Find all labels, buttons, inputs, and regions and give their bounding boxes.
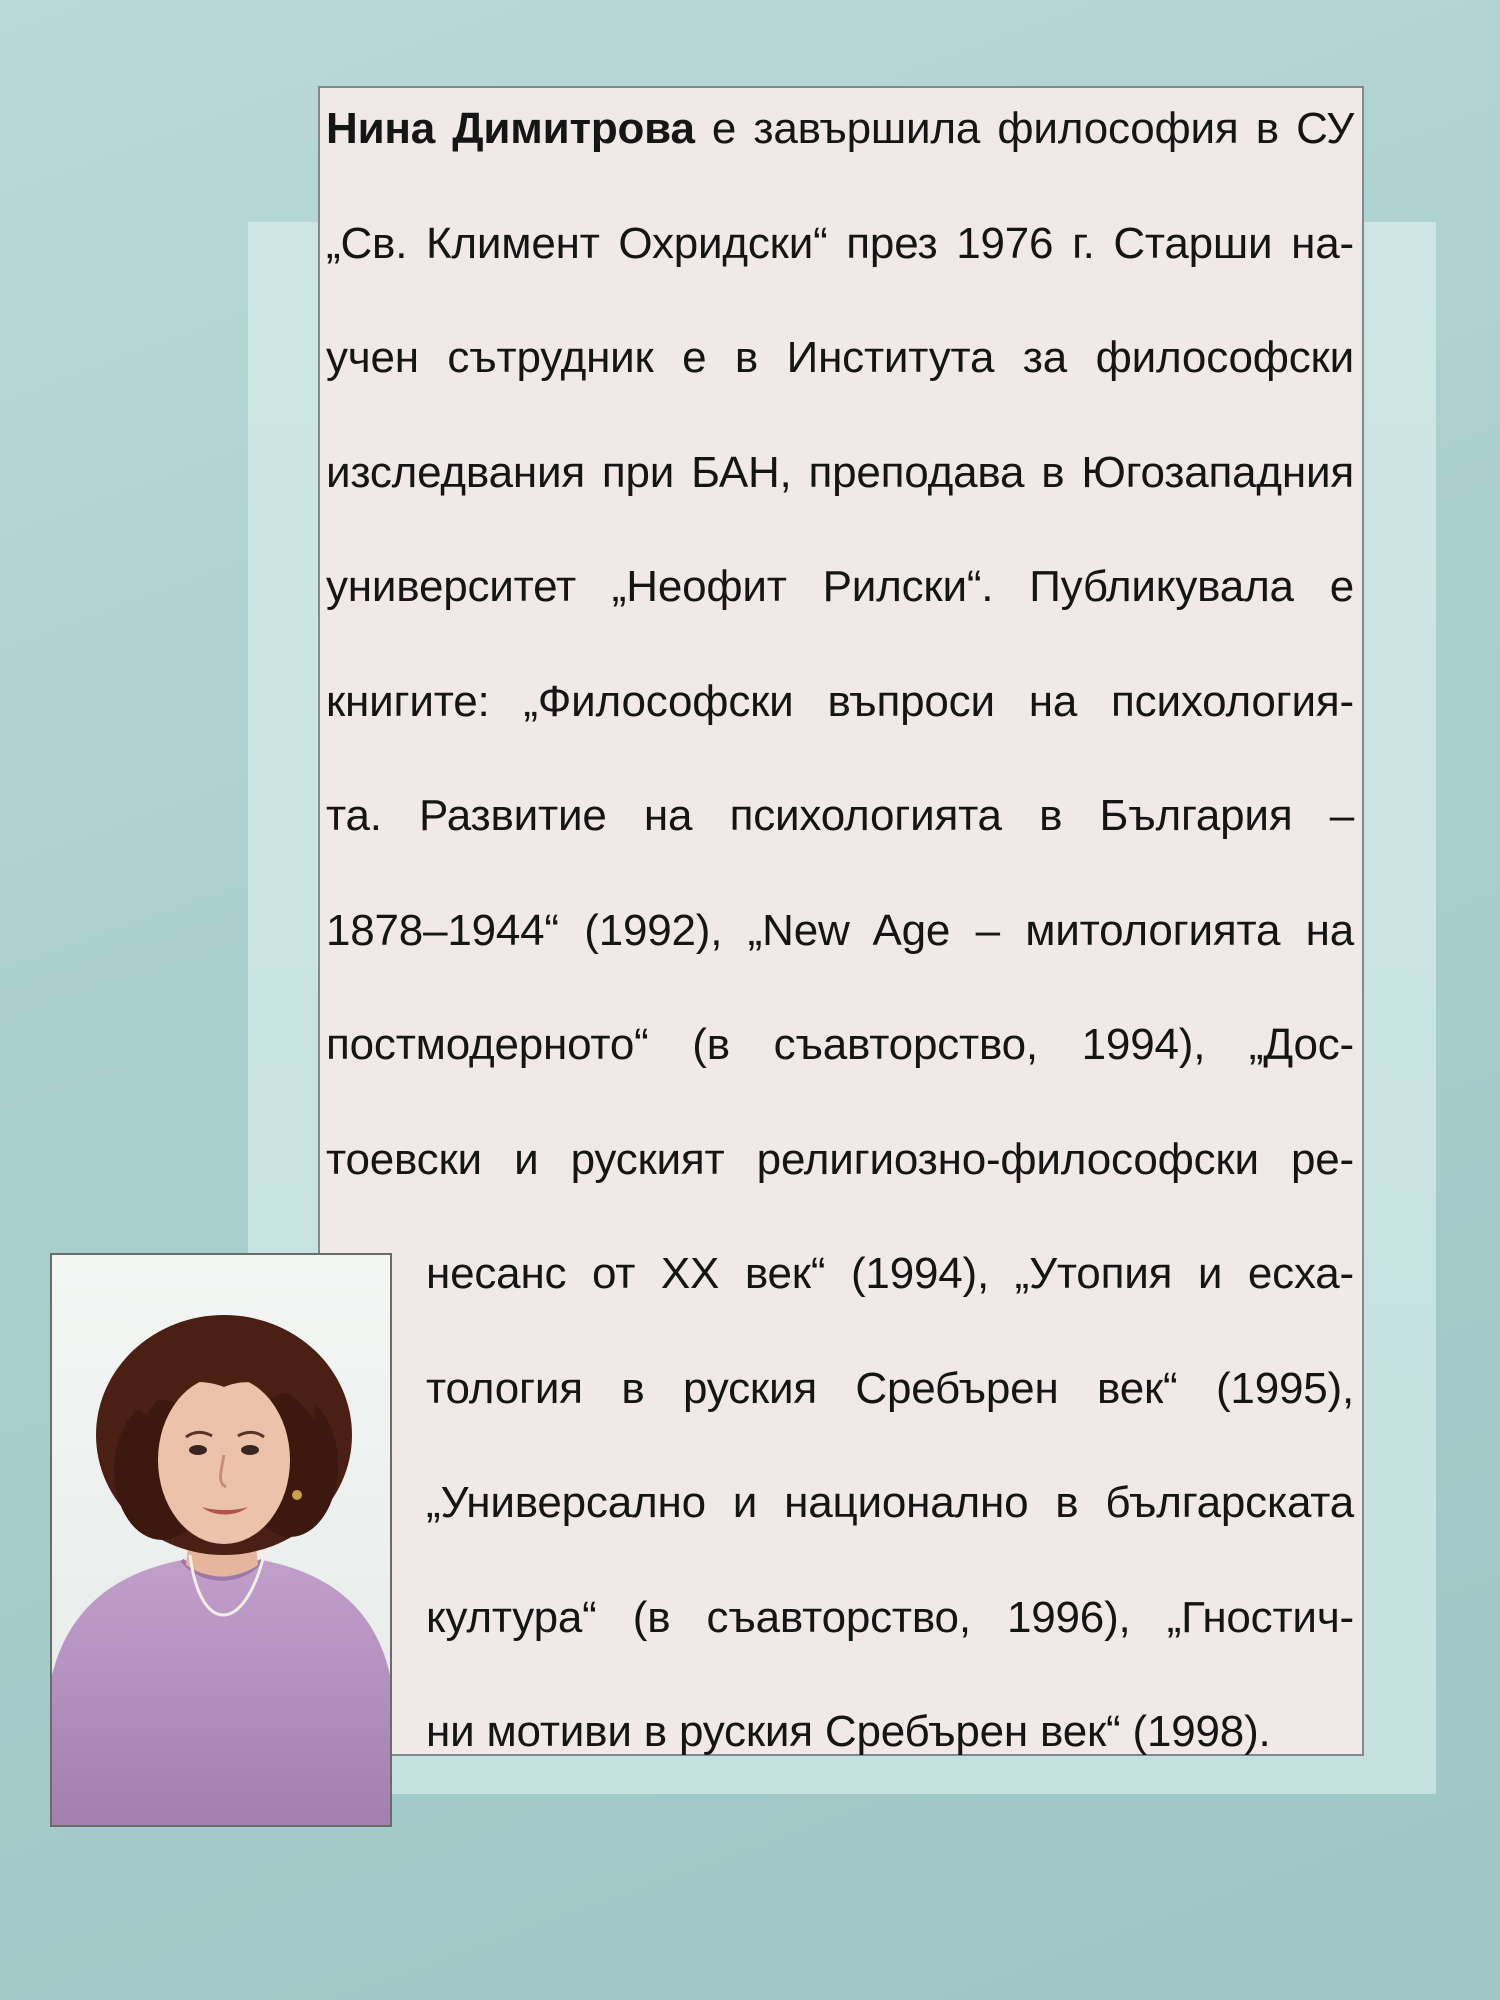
portrait-illustration bbox=[52, 1255, 390, 1825]
bio-line-11: несанс от XX век“ (1994), „Утопия и есха- bbox=[426, 1249, 1354, 1298]
bio-line-10: тоевски и руският религиозно-философски ре- bbox=[326, 1134, 1354, 1184]
bio-line-3: учен сътрудник е в Института за философски bbox=[326, 333, 1354, 382]
author-bio bbox=[326, 86, 1354, 1804]
bio-line-15: ни мотиви в руския Сребърен век“ (1998). bbox=[426, 1707, 1271, 1756]
bio-text: е завършила философия в СУ bbox=[694, 104, 1355, 153]
bio-line-13: „Универсално и национално в българската bbox=[426, 1478, 1354, 1527]
bio-line-14: култура“ (в съавторство, 1996), „Гностич- bbox=[426, 1592, 1354, 1642]
bio-line-1 bbox=[326, 86, 1354, 201]
bio-line-9: постмодерното“ (в съавторство, 1994), „Дос- bbox=[326, 1020, 1354, 1069]
bio-line-4: изследвания при БАН, преподава в Югозападния bbox=[326, 447, 1354, 497]
bio-line-12: тология в руския Сребърен век“ (1995), bbox=[426, 1363, 1354, 1413]
author-photo bbox=[50, 1253, 392, 1827]
bio-line-8: 1878–1944“ (1992), „New Age – митологията на bbox=[326, 905, 1354, 955]
bio-line-6: книгите: „Философски въпроси на психология- bbox=[326, 676, 1354, 726]
bio-line-2: „Св. Климент Охридски“ през 1976 г. Старши на- bbox=[326, 218, 1354, 268]
bio-line-5: университет „Неофит Рилски“. Публикувала е bbox=[326, 562, 1354, 611]
bio-line-7: та. Развитие на психологията в България – bbox=[326, 791, 1354, 840]
author-name: Нина Димитрова bbox=[326, 104, 695, 153]
